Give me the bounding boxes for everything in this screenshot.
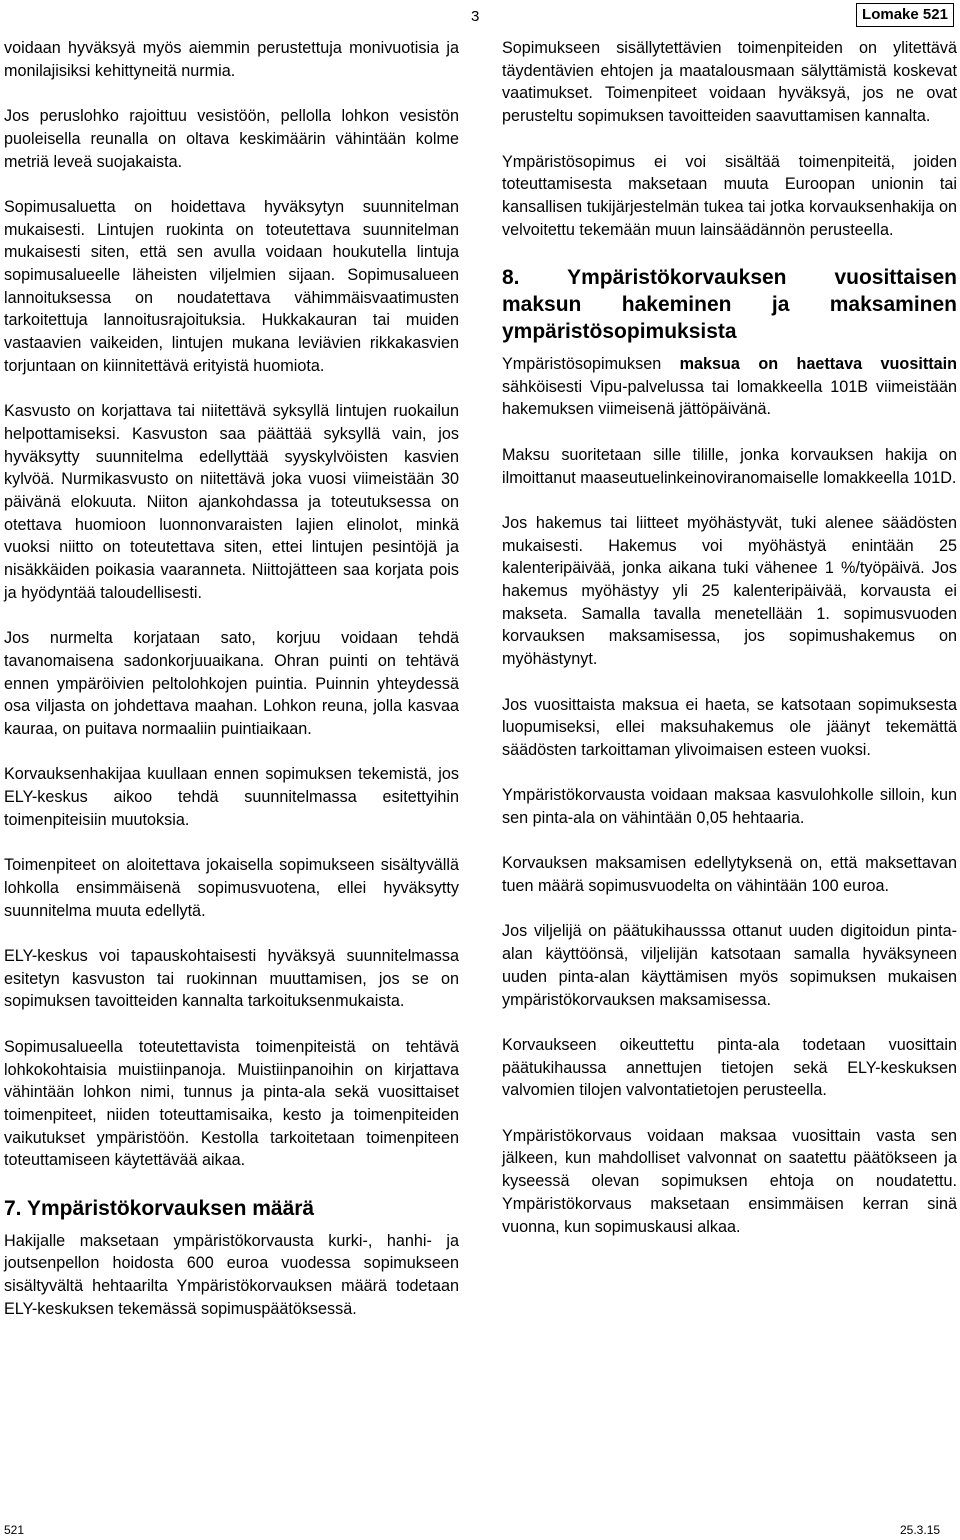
paragraph-text: sähköisesti Vipu-palvelussa tai lomakkeella 101B viimeistään hakemuksen viimeisenä jättöpäivänä. bbox=[502, 377, 957, 419]
section-heading-8: 8. Ympäristökorvauksen vuosittaisen maksun hakeminen ja maksaminen ympäristösopimuksista bbox=[502, 266, 957, 343]
paragraph: voidaan hyväksyä myös aiemmin perustettuja monivuotisia ja monilajisiksi kehittyneitä nurmia. bbox=[4, 39, 459, 80]
paragraph-text: Ympäristösopimuksen bbox=[502, 355, 680, 373]
paragraph: Ympäristökorvausta voidaan maksaa kasvulohkolle silloin, kun sen pinta-ala on vähintään 0,05 hehtaaria. bbox=[502, 786, 957, 827]
paragraph: Jos viljelijä on päätukihausssa ottanut uuden digitoidun pinta-alan käyttöönsä, viljelijän katsotaan samalla hyväksyneen uuden pinta-alan käyttämisen myös sopimuksen mukaisen ympäristökorvauksen maksamisessa. bbox=[502, 922, 957, 1009]
paragraph: Hakijalle maksetaan ympäristökorvausta kurki-, hanhi- ja joutsenpellon hoidosta 600 euroa vuodessa sopimukseen sisältyvältä hehtaarilta Ympäristökorvauksen määrä todetaan ELY-keskuksen tekemässä sopimuspäätöksessä. bbox=[4, 1231, 459, 1318]
section-heading-7: 7. Ympäristökorvauksen määrä bbox=[4, 1196, 315, 1220]
paragraph: Korvauksen maksamisen edellytyksenä on, että maksettavan tuen määrä sopimusvuodelta on vähintään 100 euroa. bbox=[502, 854, 957, 896]
paragraph: Jos nurmelta korjataan sato, korjuu voidaan tehdä tavanomaisena sadonkorjuuaikana. Ohran puinti on tehtävä ennen ympäröivien peltolohkojen puintia. Puinnin yhteydessä osa viljasta on johdettava maahan. Lohkon reuna, jolla kasvaa kauraa, on puitava normaaliin puintiaikaan. bbox=[4, 629, 459, 739]
page-number: 3 bbox=[471, 8, 480, 25]
paragraph: Jos vuosittaista maksua ei haeta, se katsotaan sopimuksesta luopumiseksi, ellei maksuhakemus ole jäänyt tekemättä säädösten tarkoittaman ylivoimaisen esteen vuoksi. bbox=[502, 695, 957, 759]
paragraph: ELY-keskus voi tapauskohtaisesti hyväksyä suunnitelmassa esitetyn kasvuston tai ruokinnan muuttamisen, jos se on sopimuksen tavoitteiden kannalta tarkoituksenmukaista. bbox=[4, 947, 459, 1011]
footer-form-number: 521 bbox=[4, 1523, 25, 1537]
paragraph: Maksu suoritetaan sille tilille, jonka korvauksen hakija on ilmoittanut maaseutuelinkeinoviranomaiselle lomakkeella 101D. bbox=[502, 445, 957, 487]
paragraph: Korvauksenhakijaa kuullaan ennen sopimuksen tekemistä, jos ELY-keskus aikoo tehdä suunnitelmassa esitettyihin toimenpiteisiin muutoksia. bbox=[4, 765, 459, 829]
paragraph bbox=[502, 353, 957, 421]
paragraph: Ympäristösopimus ei voi sisältää toimenpiteitä, joiden toteuttamisesta maksetaan muuta Euroopan unionin tai kansallisen tukijärjestelmän tukea tai jotka korvauksenhakija on velvoitettu tekemään muun lainsäädännön perusteella. bbox=[502, 152, 957, 239]
paragraph: Sopimukseen sisällytettävien toimenpiteiden on ylitettävä täydentävien ehtojen ja maatalousmaan sälyttämistä koskevat vaatimukset. Toimenpiteet voidaan hyväksyä, jos ne ovat perusteltu sopimuksen tavoitteiden saavuttamisen kannalta. bbox=[502, 39, 957, 126]
footer-date: 25.3.15 bbox=[900, 1523, 941, 1537]
paragraph: Toimenpiteet on aloitettava jokaisella sopimukseen sisältyvällä lohkolla ensimmäisenä sopimusvuotena, ellei hyväksytty suunnitelma muuta edellytä. bbox=[4, 856, 459, 920]
paragraph: Sopimusalueella toteutettavista toimenpiteistä on tehtävä lohkokohtaisia muistiinpanoja. Muistiinpanoihin on kirjattava vähintään lohkon nimi, tunnus ja pinta-ala sekä vuosittaiset toimenpiteet, niiden toteuttamisaika, kesto ja toimenpiteiden vaikutukset ympäristöön. Kestolla tarkoitetaan toimenpiteen toteuttamiseen käytettävää aikaa. bbox=[4, 1037, 459, 1170]
paragraph: Kasvusto on korjattava tai niitettävä syksyllä lintujen ruokailun helpottamiseksi. Kasvuston saa päättää syksyllä vain, jos hyväksytty suunnitelma edellyttää syyskylvöisten kasvien kylvöä. Nurmikasvusto on niitettävä joka vuosi viimeistään 30 päivänä elokuuta. Niiton ajankohdassa ja toteutuksessa on otettava huomioon luonnonvaraisten lajien elinolot, minkä vuoksi niitto on toteutettava siten, ettei lintujen pesintöjä ja nisäkkäiden poikasia vaaranneta. Niittojätteen saa korjata pois ja hyödyntää taloudellisesti. bbox=[4, 402, 459, 602]
emphasis-text: maksua on haettava vuosittain bbox=[679, 355, 957, 373]
paragraph: Ympäristökorvaus voidaan maksaa vuosittain vasta sen jälkeen, kun mahdolliset valvonnat on saatettu päätökseen ja kyseessä olevan sopimuksen ehtoja on noudatettu. Ympäristökorvaus maksetaan ensimmäisen kerran sinä vuonna, kun sopimuskausi alkaa. bbox=[502, 1126, 957, 1236]
form-label: Lomake 521 bbox=[856, 3, 954, 27]
paragraph: Jos hakemus tai liitteet myöhästyvät, tuki alenee säädösten mukaisesti. Hakemus voi myöhästyä enintään 25 kalenteripäivää, jonka aikana tuki vähenee 1 %/työpäivä. Jos hakemus myöhästyy yli 25 kalenteripäivää, korvausta ei makseta. Samalla tavalla menetellään 1. sopimusvuoden korvauksen maksamisessa, jos sopimushakemus on myöhästynyt. bbox=[502, 513, 957, 669]
right-column bbox=[502, 37, 957, 1261]
left-column bbox=[4, 37, 459, 1343]
paragraph: Jos peruslohko rajoittuu vesistöön, pellolla lohkon vesistön puoleisella reunalla on oltava keskimäärin vähintään kolme metriä leveä suojakaista. bbox=[4, 107, 459, 171]
paragraph: Sopimusaluetta on hoidettava hyväksytyn suunnitelman mukaisesti. Lintujen ruokinta on toteutettava suunnitelman mukaisesti siten, että sen avulla voidaan houkutella lintuja sopimusalueelle läheisten viljelmien sijaan. Sopimusalueen lannoituksessa on noudatettava vähimmäisvaatimusten tarkoitettuja lannoitusrajoituksia. Hukkakauran tai muiden vastaavien vaikeiden, lintujen mukana leviävien rikkakasvien torjuntaan on kiinnitettävä erityistä huomiota. bbox=[4, 197, 459, 375]
paragraph: Korvaukseen oikeuttettu pinta-ala todetaan vuosittain päätukihaussa annettujen tietojen sekä ELY-keskuksen valvomien tilojen valvontatietojen perusteella. bbox=[502, 1035, 957, 1100]
